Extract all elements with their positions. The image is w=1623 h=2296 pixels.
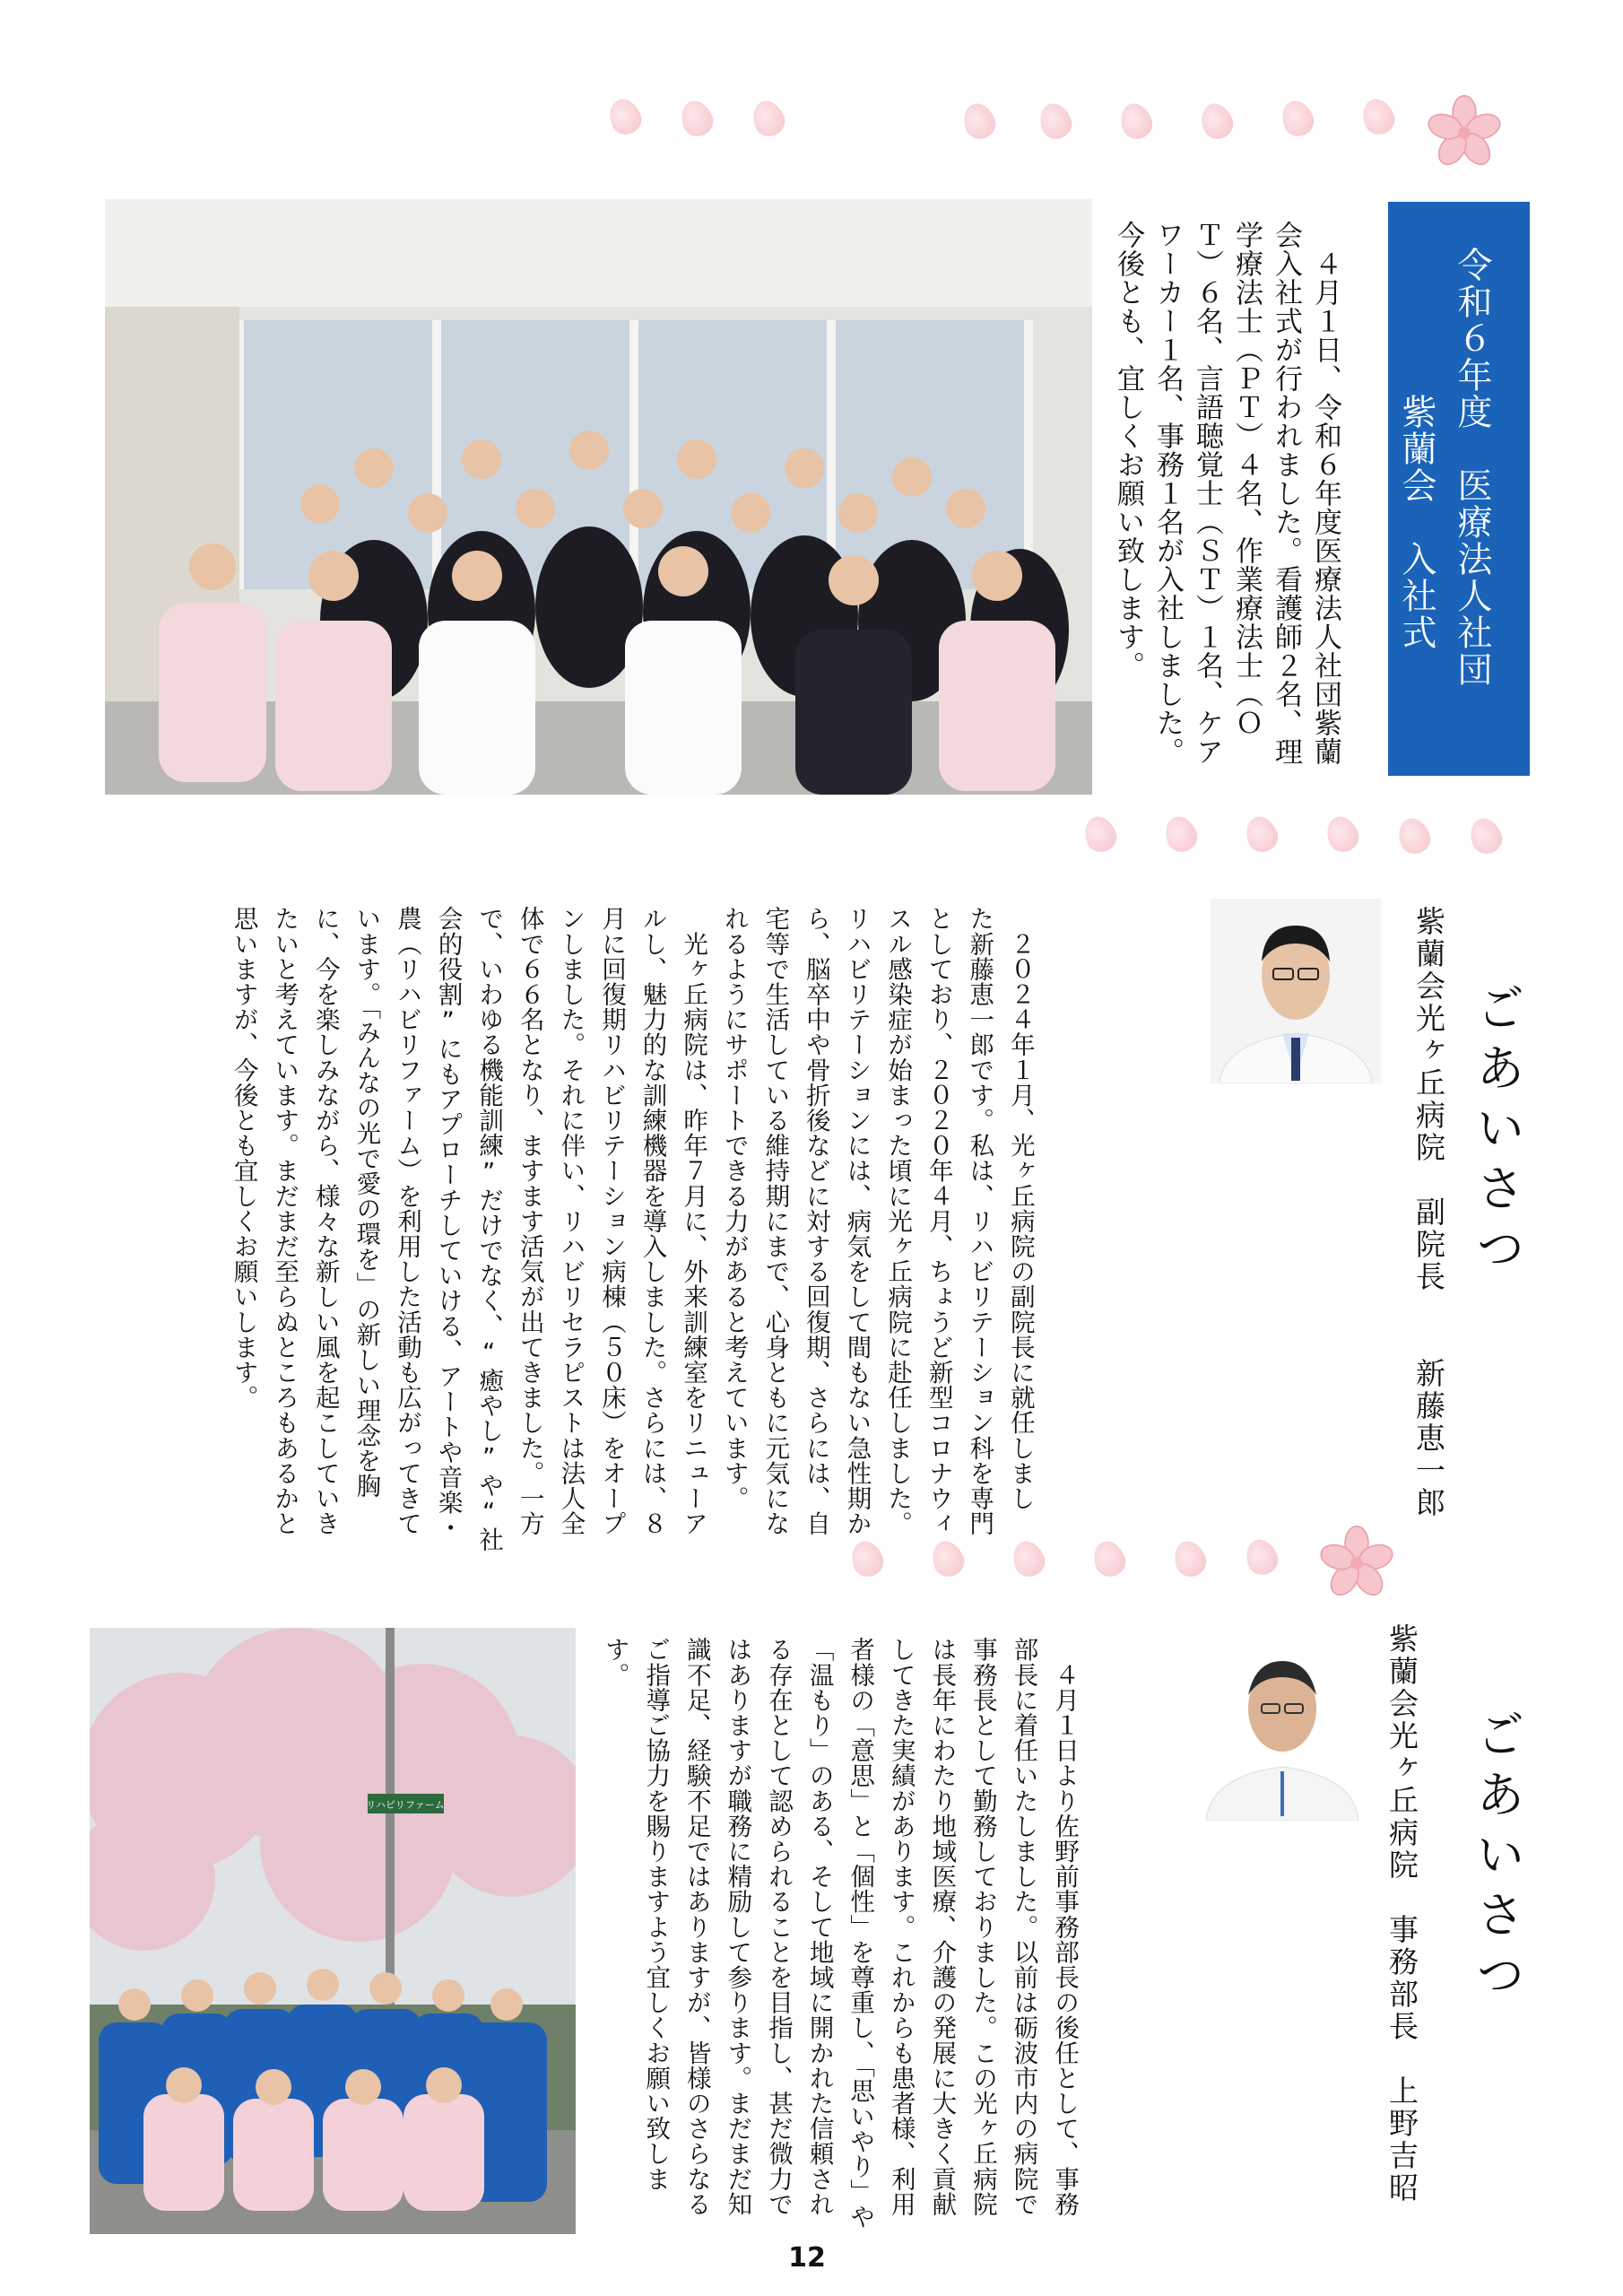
petal-decoration xyxy=(959,99,1000,143)
petal-decoration xyxy=(748,96,789,140)
greeting2-heading: ごあいさつ xyxy=(1468,1709,1525,2009)
office-director-portrait xyxy=(1206,1641,1358,1821)
petal-decoration xyxy=(676,96,717,140)
greeting1-body: ２０２４年１月、光ヶ丘病院の副院長に就任しまし た新藤恵一郎です。私は、リハビリテーション科を専門 としており、２０２０年４月、ちょうど新型コロナウィ スル感染症が始まった頃に光ヶ丘病院に赴任しました。 リハビリテーションには、病気をして間もない急性期か ら、脳卒中や骨折後などに対する回復期、さらには、自 宅等で生活している維持期にまで、心身ともに元気にな れるようにサポートできる力があると考えています。 光ヶ丘病院は、昨年７月に、外来訓練室をリニューア ルし、魅力的な訓練機器を導入しました。さらには、８ 月に回復期リハビリテーション病棟（５０床）をオープ ンしました。それに伴い、リハビリセラピストは法人全 体で６６名となり、ますます活気が出てきました。一方 で、いわゆる機能訓練”だけでなく、“癒やし”や“社 会的役割”にもアプローチしていける、アートや音楽・ 農（リハビリファーム）を利用した活動も広がってきて います。「みんなの光で愛の環を」の新しい理念を胸 に、今を楽しみながら、様々な新しい風を起こしていき たいと考えています。まだまだ至らぬところもあるかと 思いますが、今後とも宜しくお願いします。 xyxy=(229,906,1035,1552)
petal-decoration xyxy=(1115,99,1157,143)
petal-decoration xyxy=(1089,1536,1130,1580)
petal-decoration xyxy=(1169,1536,1211,1580)
petal-decoration xyxy=(1080,812,1121,856)
group-photo-entrance-ceremony xyxy=(105,199,1092,795)
page-number: 12 xyxy=(788,2242,826,2274)
vice-director-portrait xyxy=(1211,899,1381,1083)
petal-decoration xyxy=(1241,812,1282,856)
sakura-flower-icon xyxy=(1426,94,1503,171)
article-title: 令和６年度 医療法人社団 紫蘭会 入社式 xyxy=(1396,247,1492,688)
greeting2-affiliation: 紫蘭会光ヶ丘病院 事務部長 上野吉昭 xyxy=(1384,1623,1419,2205)
sakura-flower-icon xyxy=(1318,1525,1395,1602)
petal-decoration xyxy=(1358,94,1399,138)
rehab-farm-sign: リハビリファーム xyxy=(366,1799,445,1811)
article-title-box xyxy=(1388,202,1530,776)
petal-decoration xyxy=(1393,813,1435,857)
petal-decoration xyxy=(1322,812,1363,856)
petal-decoration xyxy=(846,1536,888,1580)
petal-decoration xyxy=(1008,1536,1049,1580)
petal-decoration xyxy=(1035,99,1076,143)
greeting1-affiliation: 紫蘭会光ヶ丘病院 副院長 新藤恵一郎 xyxy=(1411,906,1446,1519)
petal-decoration xyxy=(1241,1535,1282,1578)
petal-decoration xyxy=(1465,813,1506,857)
petal-decoration xyxy=(927,1536,968,1580)
greeting1-heading: ごあいさつ xyxy=(1468,982,1525,1283)
petal-decoration xyxy=(604,94,646,138)
article-intro-text: ４月１日、令和６年度医療法人社団紫蘭 会入社式が行われました。看護師２名、理 学療法士（ＰＴ）４名、作業療法士（Ｏ Ｔ）６名、言語聴覚士（ＳＴ）１名、ケア ワーカー１名、事務１名が入社しました。 今後とも、宜しくお願い致します。 xyxy=(1112,221,1341,766)
petal-decoration xyxy=(1277,96,1318,140)
greeting2-body: ４月１日より佐野前事務部長の後任として、事務 部長に着任いたしました。以前は砺波市内の病院で 事務長として勤務しておりました。この光ヶ丘病院 は長年にわたり地域医療、介護の発展に大きく貢献 してきた実績があります。これからも患者様、利用 者様の「意思」と「個性」を尊重し、「思いやり」や 「温もり」のある、そして地域に開かれた信頼され る存在として認められることを目指し、甚だ微力で はありますが職務に精励して参ります。まだまだ知 識不足、経験不足ではありますが、皆様のさらなる ご指導ご協力を賜りますよう宜しくお願い致しま す。 xyxy=(600,1637,1080,2230)
petal-decoration xyxy=(1160,812,1202,856)
new-staff-cherry-blossom-photo xyxy=(90,1628,576,2234)
petal-decoration xyxy=(1196,99,1237,143)
